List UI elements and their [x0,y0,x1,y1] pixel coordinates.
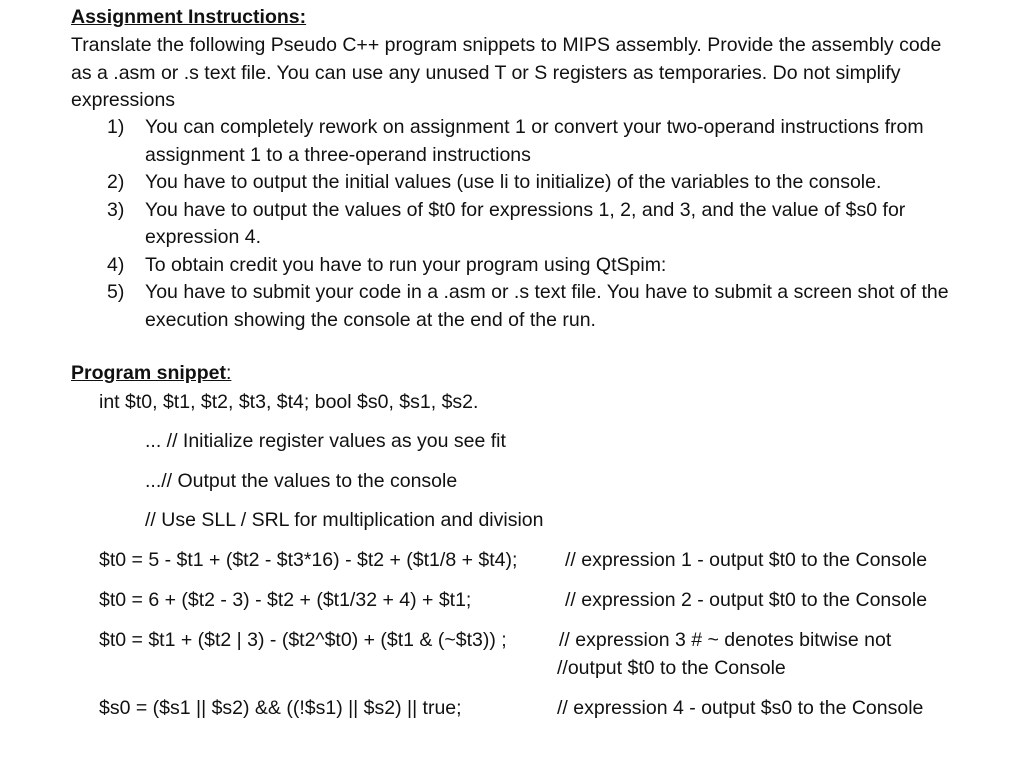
snippet-comment-shift: // Use SLL / SRL for multiplication and division [145,509,544,531]
list-item-number: 5) [107,281,125,303]
expression-3-code: $t0 = $t1 + ($t2 | 3) - ($t2^$t0) + ($t1 & (~$t3)) ; [99,629,507,651]
expression-1-code: $t0 = 5 - $t1 + ($t2 - $t3*16) - $t2 + ($t1/8 + $t4); [99,549,518,571]
list-item [0,252,965,280]
expression-3-comment: // expression 3 # ~ denotes bitwise not [559,629,892,651]
expression-4-code: $s0 = ($s1 || $s2) && ((!$s1) || $s2) || true; [99,697,462,719]
expression-1-comment: // expression 1 - output $t0 to the Console [565,549,928,571]
snippet-declaration: int $t0, $t1, $t2, $t3, $t4; bool $s0, $s1, $s2. [99,391,479,413]
list-item-text: You can completely rework on assignment 1 or convert your two-operand instructions from assignment 1 to a three-operand instructions [145,116,924,166]
snippet-heading-colon: : [225,362,232,384]
instructions-heading: Assignment Instructions: [71,6,307,28]
list-item [0,169,965,197]
snippet-heading: Program snippet [71,362,226,384]
list-item-number: 4) [107,253,125,276]
expression-2-code: $t0 = 6 + ($t2 - 3) - $t2 + ($t1/32 + 4) + $t1; [99,589,472,611]
expression-4-comment: // expression 4 - output $s0 to the Console [557,697,924,719]
instructions-list [0,114,965,334]
list-item-text: You have to submit your code in a .asm or .s text file. You have to submit a screen shot of the execution showing the console at the end of the run. [145,281,949,331]
list-item-number: 3) [107,198,125,221]
list-item-number: 1) [107,116,125,138]
list-item [0,279,965,334]
snippet-heading-wrap [71,360,231,388]
list-item-text: To obtain credit you have to run your program using QtSpim: [145,253,667,276]
expression-2-comment: // expression 2 - output $t0 to the Console [565,589,928,611]
list-item-text: You have to output the initial values (use li to initialize) of the variables to the console. [145,171,882,193]
list-item-number: 2) [107,171,125,193]
expression-3-comment-continued: //output $t0 to the Console [557,657,786,679]
snippet-comment-initialize: ... // Initialize register values as you see fit [145,430,506,452]
list-item [0,197,965,252]
instructions-intro: Translate the following Pseudo C++ program snippets to MIPS assembly. Provide the assembly code as a .asm or .s text file. You can use any unused T or S registers as temporaries. Do not simplify expressions [71,34,942,111]
list-item-text: You have to output the values of $t0 for expressions 1, 2, and 3, and the value of $s0 for expression 4. [145,198,906,248]
list-item [0,114,965,169]
snippet-comment-output: ...// Output the values to the console [145,470,458,492]
